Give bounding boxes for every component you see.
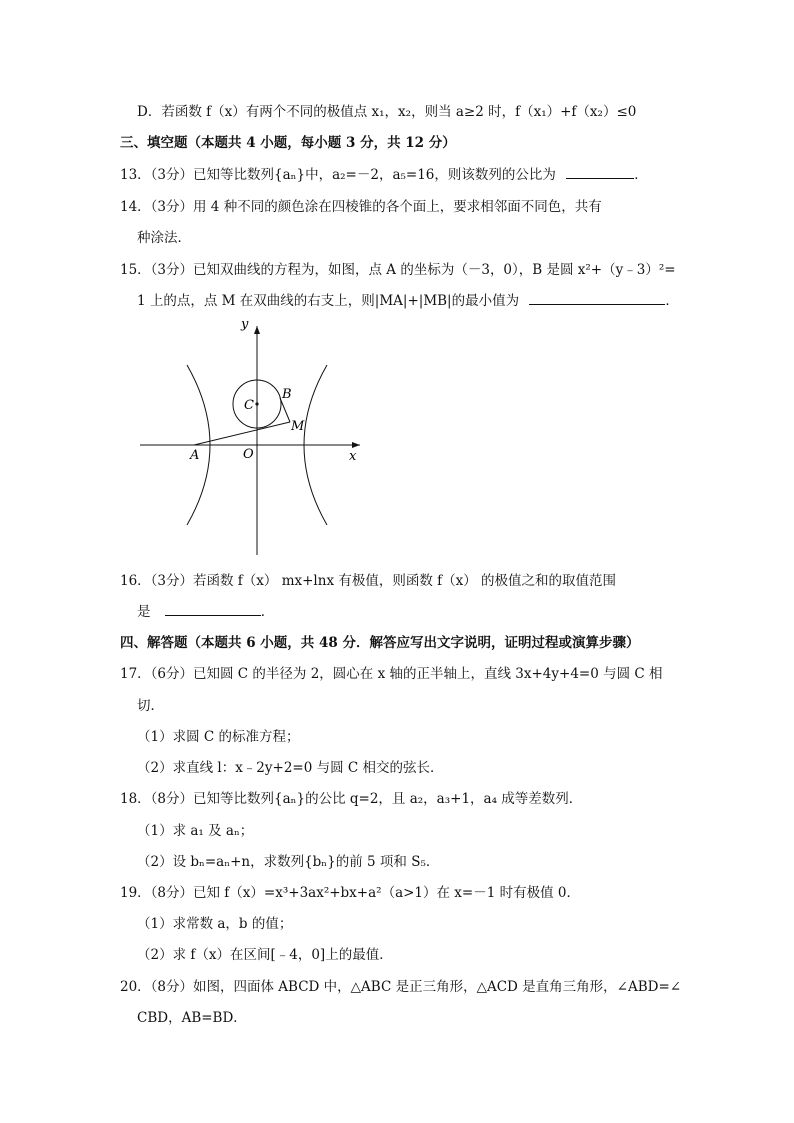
label-m: M [291,419,305,434]
question-19-part1: （1）求常数 a，b 的值； [137,916,293,932]
question-15-line1: 15．（3分）已知双曲线的方程为，如图，点 A 的坐标为（－3，0），B 是圆 x²+（y﹣3）²= [120,262,676,278]
question-16-line2: 是 ． [137,604,275,620]
section-3-heading: 三、填空题（本题共 4 小题，每小题 3 分，共 12 分） [120,135,456,151]
question-15-line2: 1 上的点，点 M 在双曲线的右支上，则|MA|+|MB|的最小值为 ． [137,293,679,309]
answer-blank-16 [165,603,261,616]
center-point-c [255,402,258,405]
question-17-part2: （2）求直线 l：x﹣2y+2=0 与圆 C 相交的弦长． [137,760,444,776]
question-14-line1: 14．（3分）用 4 种不同的颜色涂在四棱锥的各个面上，要求相邻面不同色，共有 [120,199,602,215]
answer-blank-13 [566,166,634,179]
question-18-line1: 18．（8分）已知等比数列{aₙ}的公比 q=2，且 a₂，a₃+1，a₄ 成等差数列． [120,791,583,807]
question-16-line1: 16．（3分）若函数 f（x） mx+lnx 有极值，则函数 f（x） 的极值之和的取值范围 [120,573,617,589]
question-17-line2: 切． [137,698,164,714]
label-x: x [349,449,357,464]
question-17-part1: （1）求圆 C 的标准方程； [137,729,300,745]
question-14-line2: 种涂法． [137,230,191,246]
question-20-line2: CBD，AB=BD． [137,1010,247,1026]
section-4-heading: 四、解答题（本题共 6 小题，共 48 分．解答应写出文字说明，证明过程或演算步骤） [120,635,640,651]
answer-blank-15 [529,292,665,305]
option-d: D．若函数 f（x）有两个不同的极值点 x₁，x₂，则当 a≥2 时，f（x₁）+f（x₂）≤0 [137,104,637,120]
question-13-text: 13．（3分）已知等比数列{aₙ}中，a₂=－2，a₅=16，则该数列的公比为 [120,167,556,183]
label-b: B [282,387,292,402]
label-a: A [190,448,200,463]
hyperbola-figure [130,318,370,568]
label-o: O [243,447,254,462]
question-20-line1: 20．（8分）如图，四面体 ABCD 中，△ABC 是正三角形，△ACD 是直角三角形，∠ABD=∠ [120,979,682,995]
x-axis-arrow [352,442,360,448]
label-y: y [241,318,249,332]
question-18-part2: （2）设 bₙ=aₙ+n，求数列{bₙ}的前 5 项和 S₅． [137,854,440,870]
question-13: 13．（3分）已知等比数列{aₙ}中，a₂=－2，a₅=16，则该数列的公比为 ． [120,167,648,183]
label-c: C [244,398,254,413]
question-19-part2: （2）求 f（x）在区间[﹣4，0]上的最值． [137,947,393,963]
question-19-line1: 19．（8分）已知 f（x）=x³+3ax²+bx+a²（a>1）在 x=－1 时有极值 0． [120,885,580,901]
y-axis-arrow [254,326,260,334]
question-15-text: 1 上的点，点 M 在双曲线的右支上，则|MA|+|MB|的最小值为 [137,293,520,309]
question-16-text: 是 [137,604,151,620]
question-18-part1: （1）求 a₁ 及 aₙ； [137,823,254,839]
question-17-line1: 17．（6分）已知圆 C 的半径为 2，圆心在 x 轴的正半轴上，直线 3x+4y+4=0 与圆 C 相 [120,666,663,682]
